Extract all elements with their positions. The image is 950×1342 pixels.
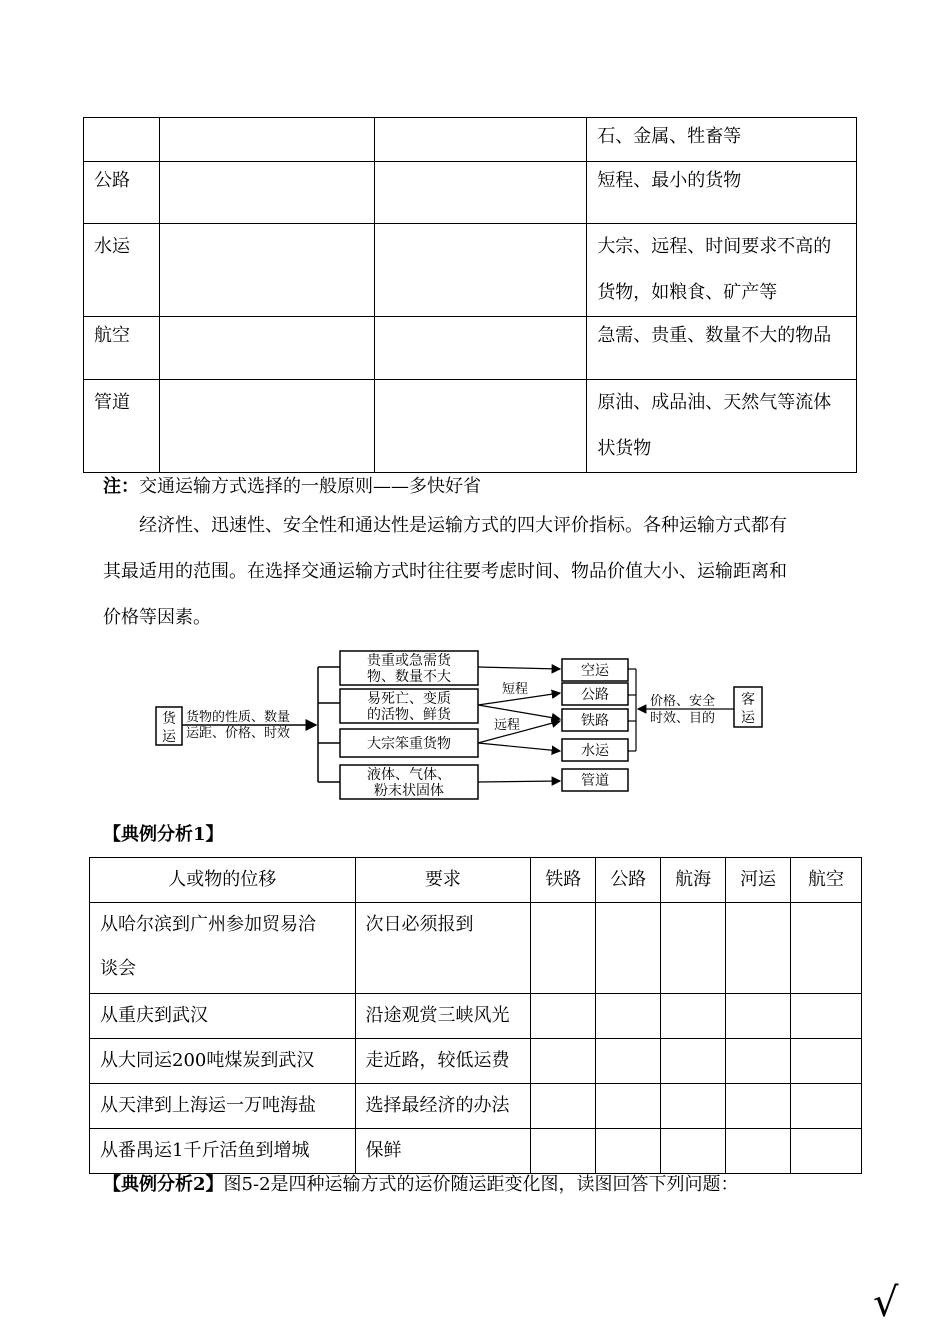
cell-text: 状货物 bbox=[597, 438, 652, 459]
freight-label-2: 运 bbox=[162, 729, 176, 745]
answer-cell[interactable] bbox=[726, 1039, 791, 1084]
empty-cell bbox=[374, 380, 587, 473]
table-row bbox=[84, 224, 857, 317]
answer-cell[interactable] bbox=[726, 994, 791, 1039]
mode-boxes bbox=[562, 659, 628, 791]
suitable-goods-cell bbox=[587, 224, 857, 317]
freight-label-1: 货 bbox=[162, 711, 176, 727]
table-row bbox=[84, 380, 857, 473]
answer-cell[interactable] bbox=[791, 1129, 862, 1174]
requirement-cell: 沿途观赏三峡风光 bbox=[355, 994, 531, 1039]
cargo-text: 物、数量不大 bbox=[367, 669, 451, 685]
cell-text: 短程、最小的货物 bbox=[597, 170, 742, 191]
empty-cell bbox=[374, 317, 587, 380]
empty-cell bbox=[374, 118, 587, 162]
answer-cell[interactable] bbox=[596, 1084, 661, 1129]
table-row bbox=[84, 118, 857, 162]
cell-text: 从哈尔滨到广州参加贸易洽 bbox=[100, 914, 316, 935]
cell-text: 急需、贵重、数量不大的物品 bbox=[597, 325, 832, 346]
item-cell: 从天津到上海运一万吨海盐 bbox=[90, 1084, 356, 1129]
cell-text: 货物，如粮食、矿产等 bbox=[597, 282, 778, 303]
mode-label: 铁路 bbox=[581, 713, 609, 729]
cargo-text: 粉末状固体 bbox=[374, 783, 444, 799]
long-distance-label: 远程 bbox=[494, 718, 521, 733]
empty-cell bbox=[159, 224, 374, 317]
answer-cell[interactable] bbox=[791, 1039, 862, 1084]
suitable-goods-cell bbox=[587, 162, 857, 224]
cell-text: 谈会 bbox=[100, 958, 136, 979]
link-air bbox=[478, 667, 560, 669]
mode-cell: 管道 bbox=[84, 380, 160, 473]
table-row bbox=[90, 1039, 862, 1084]
transport-choice-diagram bbox=[150, 645, 790, 805]
table-row bbox=[84, 162, 857, 224]
answer-cell[interactable] bbox=[531, 994, 596, 1039]
item-cell bbox=[90, 903, 356, 994]
header-cell: 人或物的位移 bbox=[90, 858, 356, 903]
mode-label: 空运 bbox=[581, 663, 609, 679]
requirement-cell: 保鲜 bbox=[355, 1129, 531, 1174]
cargo-text: 的活物、鲜货 bbox=[367, 707, 451, 723]
passenger-criteria-1: 价格、安全 bbox=[650, 694, 716, 709]
answer-cell[interactable] bbox=[531, 1129, 596, 1174]
header-cell: 公路 bbox=[596, 858, 661, 903]
empty-cell bbox=[159, 380, 374, 473]
answer-cell[interactable] bbox=[726, 903, 791, 994]
mode-cell: 水运 bbox=[84, 224, 160, 317]
empty-cell bbox=[159, 317, 374, 380]
note-text: 交通运输方式选择的一般原则——多快好省 bbox=[139, 476, 481, 497]
answer-cell[interactable] bbox=[791, 903, 862, 994]
example1-title: 【典例分析1】 bbox=[103, 824, 224, 845]
cell-text: 大宗、远程、时间要求不高的 bbox=[597, 236, 832, 257]
table-row bbox=[90, 1084, 862, 1129]
table-row bbox=[90, 903, 862, 994]
suitable-goods-cell bbox=[587, 380, 857, 473]
example2-line bbox=[103, 1170, 739, 1196]
freight-criteria-1: 货物的性质、数量 bbox=[186, 710, 291, 725]
answer-cell[interactable] bbox=[661, 1129, 726, 1174]
cell-text: 原油、成品油、天然气等流体 bbox=[597, 392, 832, 413]
mode-label: 管道 bbox=[581, 773, 609, 789]
cargo-text: 易死亡、变质 bbox=[367, 691, 451, 707]
mode-cell bbox=[84, 118, 160, 162]
mode-label: 公路 bbox=[581, 687, 609, 703]
note-label: 注： bbox=[103, 476, 139, 497]
answer-cell[interactable] bbox=[596, 1129, 661, 1174]
cargo-text: 大宗笨重货物 bbox=[367, 736, 451, 752]
header-cell: 航海 bbox=[661, 858, 726, 903]
requirement-cell: 选择最经济的办法 bbox=[355, 1084, 531, 1129]
link-rail bbox=[478, 705, 560, 719]
answer-cell[interactable] bbox=[661, 1084, 726, 1129]
example2-text: 图5-2是四种运输方式的运价随运距变化图，读图回答下列问题： bbox=[223, 1174, 739, 1195]
link-pipe bbox=[478, 781, 560, 782]
header-cell: 要求 bbox=[355, 858, 531, 903]
note-line bbox=[103, 472, 481, 498]
answer-cell[interactable] bbox=[726, 1084, 791, 1129]
answer-cell[interactable] bbox=[531, 1039, 596, 1084]
passenger-label-1: 客 bbox=[741, 692, 755, 708]
passenger-criteria-2: 时效、目的 bbox=[650, 711, 716, 726]
answer-cell[interactable] bbox=[791, 994, 862, 1039]
item-cell: 从大同运200吨煤炭到武汉 bbox=[90, 1039, 356, 1084]
table-row bbox=[90, 1129, 862, 1174]
link-water bbox=[478, 743, 560, 751]
answer-cell[interactable] bbox=[596, 994, 661, 1039]
short-distance-label: 短程 bbox=[502, 682, 529, 697]
answer-cell[interactable] bbox=[791, 1084, 862, 1129]
paragraph bbox=[103, 503, 853, 641]
empty-cell bbox=[374, 162, 587, 224]
answer-cell[interactable] bbox=[661, 994, 726, 1039]
header-cell: 铁路 bbox=[531, 858, 596, 903]
table-header-row bbox=[90, 858, 862, 903]
paragraph-line: 价格等因素。 bbox=[103, 607, 211, 628]
mode-cell: 公路 bbox=[84, 162, 160, 224]
freight-criteria-2: 运距、价格、时效 bbox=[186, 726, 291, 741]
transport-suitability-table bbox=[83, 117, 857, 473]
header-cell: 航空 bbox=[791, 858, 862, 903]
empty-cell bbox=[159, 118, 374, 162]
checkmark-icon: √ bbox=[873, 1280, 899, 1326]
mode-cell: 航空 bbox=[84, 317, 160, 380]
paragraph-line: 其最适用的范围。在选择交通运输方式时往往要考虑时间、物品价值大小、运输距离和 bbox=[103, 561, 787, 582]
requirement-cell: 走近路，较低运费 bbox=[355, 1039, 531, 1084]
item-cell: 从重庆到武汉 bbox=[90, 994, 356, 1039]
cell-text: 石、金属、牲畜等 bbox=[597, 126, 742, 147]
empty-cell bbox=[159, 162, 374, 224]
cargo-text: 贵重或急需货 bbox=[367, 653, 451, 669]
header-cell: 河运 bbox=[726, 858, 791, 903]
mode-label: 水运 bbox=[581, 743, 609, 759]
answer-cell[interactable] bbox=[661, 1039, 726, 1084]
example2-title: 【典例分析2】 bbox=[103, 1174, 224, 1195]
answer-cell[interactable] bbox=[531, 1084, 596, 1129]
answer-cell[interactable] bbox=[661, 903, 726, 994]
answer-cell[interactable] bbox=[726, 1129, 791, 1174]
suitable-goods-cell bbox=[587, 118, 857, 162]
requirement-cell: 次日必须报到 bbox=[355, 903, 531, 994]
empty-cell bbox=[374, 224, 587, 317]
table-row bbox=[84, 317, 857, 380]
answer-cell[interactable] bbox=[596, 1039, 661, 1084]
passenger-label-2: 运 bbox=[741, 710, 755, 726]
example1-table bbox=[89, 857, 862, 1174]
cargo-text: 液体、气体、 bbox=[367, 767, 451, 783]
answer-cell[interactable] bbox=[531, 903, 596, 994]
paragraph-line: 经济性、迅速性、安全性和通达性是运输方式的四大评价指标。各种运输方式都有 bbox=[139, 515, 787, 536]
table-row bbox=[90, 994, 862, 1039]
item-cell: 从番禺运1千斤活鱼到增城 bbox=[90, 1129, 356, 1174]
answer-cell[interactable] bbox=[596, 903, 661, 994]
suitable-goods-cell bbox=[587, 317, 857, 380]
